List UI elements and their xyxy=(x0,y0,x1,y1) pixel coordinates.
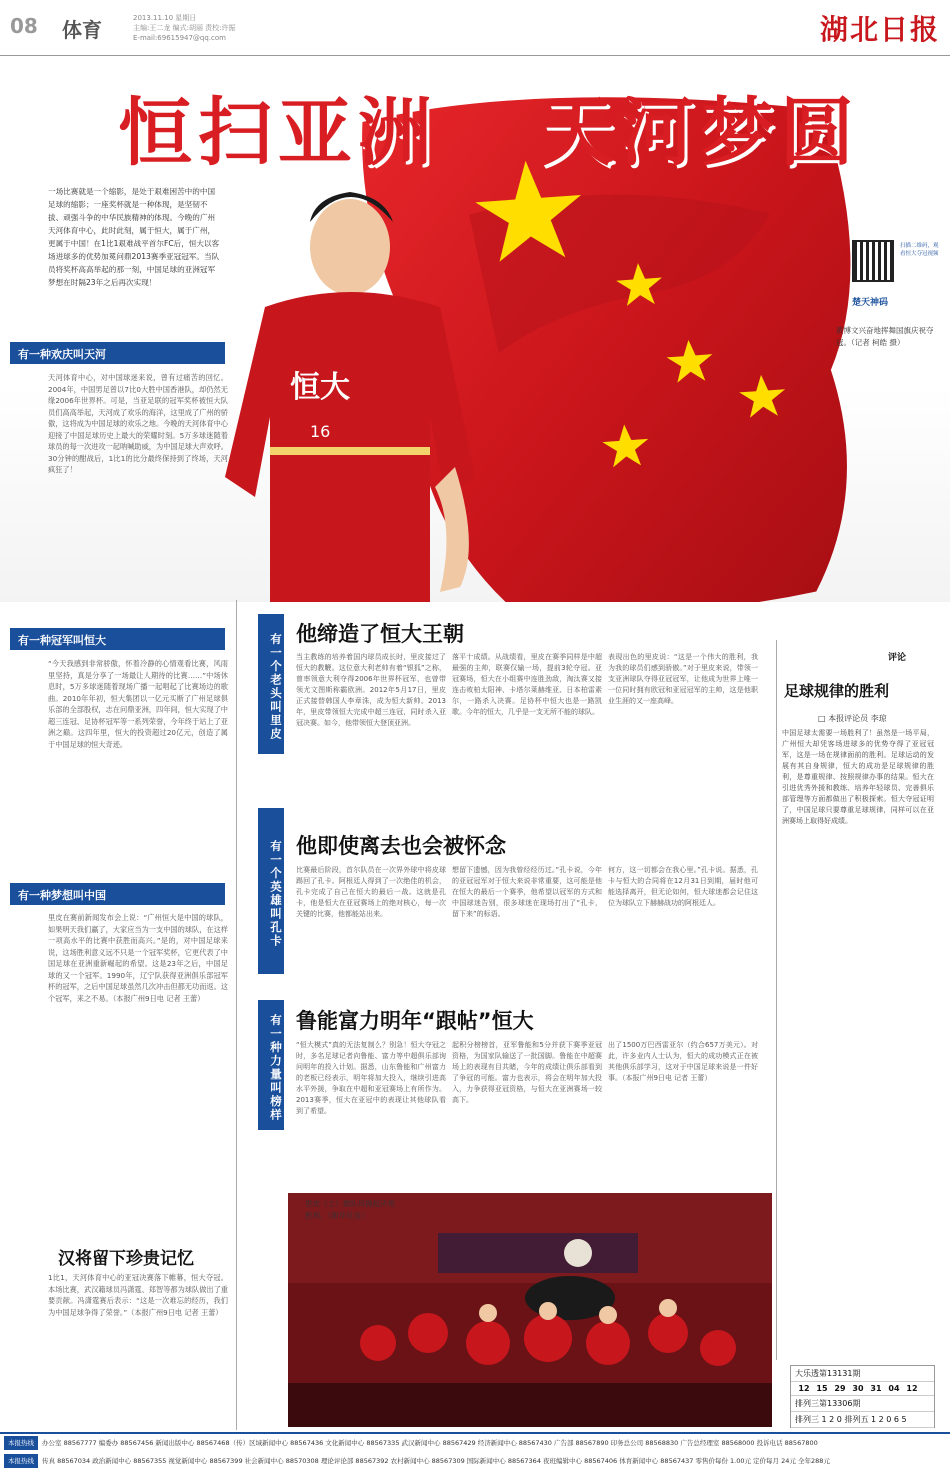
celebration-photo-caption: 里皮（上）被队员抛起庆祝胜利。（新华社发） xyxy=(305,1199,395,1220)
section-text-dream: 里皮在赛前新闻发布会上说：“广州恒大是中国的球队，如果明天我们赢了，大家应当为一支中国的球队，在这样一项高水平的比赛中获胜而高兴。”是的，对中国足球来说，这场胜利意义远不只是一个冠军奖杯，它更代表了中国足球在亚洲重新崛起的希望。这是23年之后，中国足球的又一个冠军。1990年，辽宁队获得亚洲俱乐部冠军杯的冠军，之后中国足球虽然几次冲击但都无功而返。这个冠军，来之不易。（本报广州9日电 记者 王蕾） xyxy=(48,913,228,1003)
article-lippi-col3: 表现出色的里皮说：“这是一个伟大的胜利，我为我的球员们感到骄傲。”对于里皮来说，带领一支亚洲球队夺得亚冠冠军，让他成为世界上唯一一位同时拥有欧冠和亚冠冠军的主帅，这是他职业生涯的又一座高峰。 xyxy=(608,653,758,705)
page-number: 08 xyxy=(10,14,38,38)
celebration-photo xyxy=(288,1193,772,1427)
article-conca-col2: 想留下遗憾，因为我曾经经历过。”孔卡说，今年的亚冠冠军对于恒大来说非常重要，这可能是他在恒大的最后一个赛季，他希望以冠军的方式和中国球迷告别，很多球迷在现场打出了“孔卡，留下来”的标语。 xyxy=(452,866,602,918)
page-footer xyxy=(0,1432,950,1476)
lottery-number: 12 xyxy=(798,1384,810,1393)
column-divider-left xyxy=(236,600,237,1430)
footer-phone-line-2: 传真 88567034 政治新闻中心 88567355 视觉新闻中心 88567399 社会新闻中心 88570308 理论评论部 88567392 农村新闻中心 88567309 国际新闻中心 88567364 夜班编辑中心 88567406 体育新闻中心 88567437 零售价每份 1.00元 定价每月 24元 全年288元 xyxy=(42,1457,830,1465)
article-tag-lippi: 有一个老头叫里皮 xyxy=(258,614,284,754)
edition-meta xyxy=(133,13,236,43)
player-image xyxy=(215,167,490,602)
lottery-pl3-title: 排列三第13306期 xyxy=(791,1396,934,1412)
footer-phone-line-1: 办公室 88567777 编委办 88567456 新闻出版中心 88567468（传）区域新闻中心 88567436 文化新闻中心 88567335 武汉新闻中心 88567429 经济新闻中心 88567430 广告部 88567890 印务总公司 88568830 广告总经理室 88568000 投诉电话 88567800 xyxy=(42,1439,818,1447)
section-text-celebration: 天河体育中心，对中国球迷来说，曾有过痛苦的回忆。2004年，中国男足曾以7比0大胜中国香港队，却仍然无缘2006年世界杯。可是，当亚足联的冠军奖杯被恒大队员们高高举起，天河成了欢乐的海洋，这里成了广州的骄傲，这将成为中国足球的欢乐之地。今晚的天河体育中心迎接了中国足球历史上最大的荣耀时刻。5万多球迷随着球员的每一次进攻一起呐喊助威，为中国足球大声欢呼。30分钟的酣战后，1比1的比分最终保持到了终场，天河疯狂了！ xyxy=(48,373,228,474)
lottery-title: 大乐透第13131期 xyxy=(791,1366,934,1382)
comment-tag: 评论 xyxy=(888,653,907,663)
bottom-article-text: 1比1，天河体育中心的亚冠决赛落下帷幕，恒大夺冠。本场比赛，武汉籍球员冯潇霆、郑智等都为球队做出了重要贡献。冯潇霆赛后表示：“这是一次难忘的经历，我们为中国足球争得了荣誉。”（本报广州9日电 记者 王蕾） xyxy=(48,1273,228,1317)
article-luneng-col1: “恒大模式”真的无法复制么？别急！恒大夺冠之时，多名足球记者向鲁能、富力等中超俱乐部询问明年的投入计划。据悉，山东鲁能和广州富力的老板已经表示，明年将加大投入，继续引进高水平外援，争取在中超和亚冠赛场上有所作为。2013赛季，恒大在亚冠中的表现让其他球队看到了希望。 xyxy=(296,1041,446,1115)
edition-editors: 主编:王二龙 编式:胡丽 责校:许振 xyxy=(133,24,236,32)
article-lippi-col2: 落平十成绩。从战绩看，里皮在赛季同样是中超最强的主帅，联赛仅输一场，提前3轮夺冠。亚冠赛场，恒大在小组赛中连胜劲敌，淘汰赛又接连击败柏太阳神、卡塔尔莱赫维亚、日本柏雷素尔，一路杀入决赛。足协杯中恒大也是一路凯歌。今年的恒大，几乎是一支无所不能的球队。 xyxy=(452,653,602,716)
article-tag-luneng: 有一种力量叫榜样 xyxy=(258,1000,284,1130)
edition-email: E-mail:69615947@qq.com xyxy=(133,34,226,42)
footer-label: 本报热线 xyxy=(4,1436,38,1450)
svg-text:恒大: 恒大 xyxy=(290,370,350,405)
bottom-article-title: 汉将留下珍贵记忆 xyxy=(58,1249,194,1269)
lottery-number: 04 xyxy=(888,1384,900,1393)
lottery-number: 12 xyxy=(906,1384,918,1393)
intro-paragraph: 一场比赛就是一个缩影，是处于艰难困苦中的中国足球的缩影；一座奖杯就是一种体现，是坚韧不拔、顽强斗争的中华民族精神的体现。今晚的广州天河体育中心，此时此刻，属于恒大，属于广州，更属于中国！在1比1艰难战平首尔FC后，恒大以客场进球多的优势加冕问鼎2013赛季亚冠冠军。当队员将奖杯高高举起的那一刻，中国足球的亚洲冠军梦想在时隔23年之后再次实现！ xyxy=(48,187,220,287)
page-header xyxy=(0,0,950,56)
flag-photo-caption: 黄博文兴奋地挥舞国旗庆祝夺冠。（记者 柯皓 摄） xyxy=(836,326,934,347)
column-divider-right xyxy=(776,640,777,1360)
headline-right: 天河梦圆 xyxy=(540,90,860,176)
lottery-numbers xyxy=(791,1382,934,1396)
qr-code[interactable] xyxy=(852,240,894,282)
lottery-number: 29 xyxy=(834,1384,846,1393)
article-lippi-col1: 当主教练的培养着国内球员成长时，里皮接过了恒大的教鞭。这位意大利老帅有着“银狐”之称，曾率领意大利夺得2006年世界杯冠军，也曾带领尤文图斯称霸欧洲。2012年5月17日，里皮正式接替韩国人李章洙，成为恒大新帅。2013年，里皮带领恒大完成中超三连冠，同时杀入亚冠决赛。如今，他带领恒大登顶亚洲。 xyxy=(296,653,446,727)
svg-text:16: 16 xyxy=(310,422,331,441)
section-text-champion: “今天我感到非常骄傲，怀着冷静的心情观看比赛，风雨里坚持，真是分享了一场最让人期待的比赛……”中场休息时，5万多球迷随着现场广播一起唱起了比赛场边的歌曲。2010年年初，恒大集团以一亿元买断了广州足球俱乐部的全部股权，志在问鼎亚洲，四年间，恒大实现了中超三连冠、足协杯冠军等一系列荣誉，今年终于站上了亚洲之巅。这四年里，恒大的投资超过20亿元，创造了属于中国足球的恒大奇迹。 xyxy=(48,659,228,749)
article-title-luneng: 鲁能富力明年“跟帖”恒大 xyxy=(296,1009,534,1033)
article-title-lippi: 他缔造了恒大王朝 xyxy=(296,622,464,646)
section-title-celebration: 有一种欢庆叫天河 xyxy=(10,342,225,364)
section-name: 体育 xyxy=(62,18,102,42)
celebration-photo-art xyxy=(288,1193,772,1427)
article-luneng-col3: 出了1500万巴西雷亚尔（约合657万美元）。对此，许多业内人士认为，恒大的成功模式正在被其他俱乐部学习，这对于中国足球来说是一件好事。（本报广州9日电 记者 王蕾） xyxy=(608,1041,758,1082)
comment-title: 足球规律的胜利 xyxy=(784,682,890,700)
lottery-number: 15 xyxy=(816,1384,828,1393)
lottery-number: 30 xyxy=(852,1384,864,1393)
newspaper-logo: 湖北日报 xyxy=(819,13,940,46)
lottery-results xyxy=(790,1365,935,1428)
article-title-conca: 他即使离去也会被怀念 xyxy=(296,834,506,858)
section-title-champion: 有一种冠军叫恒大 xyxy=(10,628,225,650)
article-luneng-col2: 起积分榜榜首，亚军鲁能和5分并获下赛季亚冠资格，为国家队输送了一批国脚。鲁能在中超赛场上的表现有目共睹，今年的成绩让俱乐部看到了争冠的可能。富力也表示，将会在明年加大投入，力争获得亚冠资格，与恒大在亚洲赛场一较高下。 xyxy=(452,1041,602,1104)
section-title-dream: 有一种梦想叫中国 xyxy=(10,883,225,905)
article-conca-col3: 何方，这一切都会在我心里。”孔卡说。据悉，孔卡与恒大的合同将在12月31日到期，届时他可能选择离开，但无论如何，恒大球迷都会记住这位为球队立下赫赫战功的阿根廷人。 xyxy=(608,866,758,907)
headline-left: 恒扫亚洲 xyxy=(118,90,438,176)
footer-label: 本报热线 xyxy=(4,1454,38,1468)
qr-description: 扫描二维码，观看恒大夺冠视频 xyxy=(900,243,939,257)
edition-date: 2013.11.10 星期日 xyxy=(133,14,197,22)
lottery-number: 31 xyxy=(870,1384,882,1393)
comment-text: 中国足球太需要一场胜利了！虽然是一场平局，广州恒大却凭客场进球多的优势夺得了亚冠冠军，这是一场在规律面前的胜利。足球运动的发展有其自身规律，恒大的成功是足球规律的胜利，是尊重规律、按照规律办事的结果。恒大在引进优秀外援和教练、培养年轻球员、完善俱乐部管理等方面都做出了积极探索。恒大夺冠证明了，中国足球只要尊重足球规律，同样可以在亚洲赛场上取得好成绩。 xyxy=(782,729,934,825)
article-conca-col1: 比赛最后阶段，首尔队员在一次界外球中将皮球踢回了孔卡。阿根廷人得到了一次绝佳的机会，孔卡完成了自己在恒大的最后一战。这就是孔卡，他是恒大在亚冠赛场上的绝对核心，每一次关键的比赛，他都能站出来。 xyxy=(296,866,446,918)
qr-label: 楚天神码 xyxy=(852,298,889,308)
article-tag-conca: 有一个英雄叫孔卡 xyxy=(258,808,284,974)
comment-author: □ 本报评论员 李琼 xyxy=(818,714,887,723)
lottery-pl3-results: 排列三 1 2 0 排列五 1 2 0 6 5 xyxy=(791,1412,934,1428)
